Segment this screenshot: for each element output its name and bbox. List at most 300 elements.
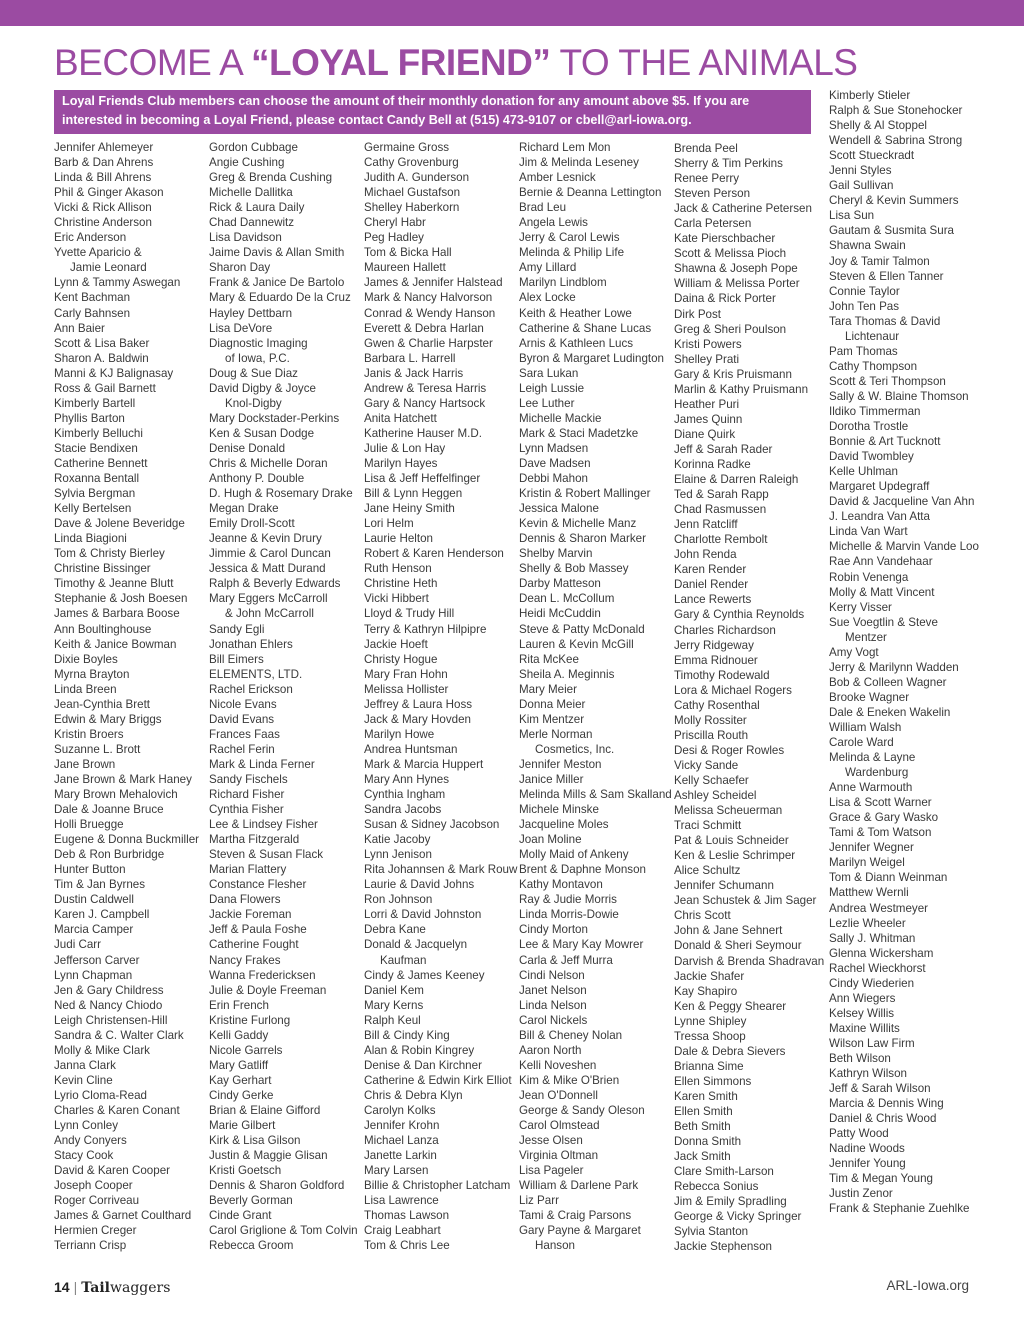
donor-name: Mary Larsen [364,1164,429,1178]
donor-name: Marilyn Hayes [364,456,438,470]
donor-name: Ashley Scheidel [674,789,757,803]
donor-name: Mary Ann Hynes [364,772,450,786]
donor-name: Lorri & David Johnston [364,908,482,922]
magazine-name-rest: waggers [110,1280,171,1296]
donor-name: Lee & Lindsey Fisher [209,818,318,832]
donor-name: Kay Gerhart [209,1073,272,1087]
donor-name: Janis & Jack Harris [364,366,464,380]
donor-name: Sandra Jacobs [364,803,442,817]
donor-name: Mark & Staci Madetzke [519,426,639,440]
donor-name: Brenda Peel [674,142,738,155]
donor-name: Phyllis Barton [54,411,125,425]
donor-name: Beverly Gorman [209,1194,293,1208]
donor-name: Scott & Melissa Pioch [674,247,787,261]
donor-name: Lora & Michael Rogers [674,683,792,697]
donor-name: Lisa Sun [829,209,875,223]
donor-name: Dorotha Trostle [829,420,909,434]
donor-name: Lichtenaur [845,329,900,343]
donor-name: Beth Smith [674,1120,731,1134]
donor-name: Terriann Crisp [54,1239,127,1253]
donor-column-6 [829,88,979,1217]
donor-name: Roxanna Bentall [54,472,140,486]
donor-name: Jerry & Carol Lewis [519,231,620,245]
donor-name: Jessica Malone [519,502,599,516]
donor-name: Jennifer Young [829,1157,906,1171]
donor-name: Dale & Eneken Wakelin [829,705,951,719]
donor-name: Jeff & Sarah Rader [674,442,773,456]
donor-name: Karen Smith [674,1089,738,1103]
donor-name: Jeanne & Kevin Drury [209,532,322,546]
donor-name: Frank & Stephanie Zuehlke [829,1202,970,1216]
donor-name: Diagnostic Imaging [209,336,308,350]
donor-name: Carol Olmstead [519,1119,600,1133]
footer-separator: | [73,1279,78,1295]
donor-name: Jimmie & Carol Duncan [209,547,331,561]
donor-name: Heidi McCuddin [519,607,601,621]
donor-name: Brad Leu [519,201,567,215]
donor-name: Sharon Day [209,261,271,275]
donor-name: Cathy Thompson [829,359,918,373]
donor-name: Kaufman [380,953,427,967]
donor-name: Bill & Cindy King [364,1028,450,1042]
donor-name: Amber Lesnick [519,171,596,185]
donor-name: Lee & Mary Kay Mowrer [519,938,644,952]
donor-name: Ted & Sarah Rapp [674,488,769,502]
donor-name: Cindy Gerke [209,1088,274,1102]
donor-name: Melissa Hollister [364,682,449,696]
donor-name: Chad Dannewitz [209,216,295,230]
donor-name: Rick & Laura Daily [209,201,305,215]
donor-name: Kristine Furlong [209,1013,291,1027]
donor-name: Diane Quirk [674,427,736,441]
donor-name: Lynn & Tammy Aswegan [54,276,181,290]
donor-name: Marilyn Lindblom [519,276,607,290]
donor-name: Sally J. Whitman [829,931,916,945]
donor-name: Steve & Patty McDonald [519,622,645,636]
donor-name: Chris & Debra Klyn [364,1088,463,1102]
donor-name: Bill & Cheney Nolan [519,1028,623,1042]
donor-name: Stacie Bendixen [54,441,138,455]
donor-name: Tom & Chris Lee [364,1239,450,1253]
donor-name: James & Jennifer Halstead [364,276,503,290]
donor-name: Lisa DeVore [209,321,273,335]
donor-name: Jackie Stephenson [674,1240,772,1254]
donor-name: Lisa & Jeff Heffelfinger [364,472,481,486]
donor-name: Ken & Susan Dodge [209,426,315,440]
donor-name: Aaron North [519,1043,582,1057]
donor-name: Jim & Emily Spradling [674,1195,787,1209]
donor-name: Robin Venenga [829,570,909,584]
intro-line-2: interested in becoming a Loyal Friend, please contact Candy Bell at (515) 473-9107 or cbell@arl-iowa.org. [62,113,692,127]
donor-name: Lisa Pageler [519,1164,584,1178]
donor-name: Ildiko Timmerman [829,404,921,418]
donor-name: Nicole Garrels [209,1043,283,1057]
donor-name: Marilyn Howe [364,727,435,741]
donor-name: Ron Johnson [364,893,433,907]
donor-name: Erin French [209,998,269,1012]
donor-name: Ann Boultinghouse [54,622,152,636]
donor-name: Jeffrey & Laura Hoss [364,697,473,711]
donor-name: & John McCarroll [225,607,314,621]
donor-name: Renee Perry [674,172,740,186]
donor-name: Linda Nelson [519,998,587,1012]
donor-name: Angela Lewis [519,216,588,230]
donor-name: Mark & Linda Ferner [209,757,315,771]
donor-name: Tami & Tom Watson [829,826,932,840]
donor-name: Janice Miller [519,772,584,786]
donor-name: David Evans [209,712,275,726]
donor-name: Rebecca Groom [209,1239,294,1253]
donor-name: Melinda & Philip Life [519,246,625,260]
headline-part-1: BECOME A [54,42,252,83]
donor-name: Nadine Woods [829,1142,905,1156]
donor-name: Tom & Diann Weinman [829,871,948,885]
donor-name: Michelle Dallitka [209,186,293,200]
donor-name: Sandy Egli [209,622,265,636]
donor-name: Rita McKee [519,652,579,666]
donor-name: Daniel & Chris Wood [829,1112,937,1126]
donor-name: Phil & Ginger Akason [54,186,164,200]
headline-part-3: TO THE ANIMALS [550,42,858,83]
donor-name: Lloyd & Trudy Hill [364,607,455,621]
donor-name: Dale & Joanne Bruce [54,803,164,817]
donor-name: Kelly Bertelsen [54,502,132,516]
donor-name: Bob & Colleen Wagner [829,675,947,689]
donor-name: Melinda Mills & Sam Skalland [519,788,672,802]
donor-name: Karen J. Campbell [54,908,150,922]
donor-name: Melinda & Layne [829,751,916,765]
donor-name: Lynn Jenison [364,848,432,862]
donor-name: Gordon Cubbage [209,141,298,154]
donor-name: Tressa Shoop [674,1029,746,1043]
donor-name: Kristin & Robert Mallinger [519,487,651,501]
donor-name: Kevin & Michelle Manz [519,517,637,531]
donor-name: Hunter Button [54,863,126,877]
donor-name: Lee Luther [519,396,575,410]
donor-name: Catherine & Edwin Kirk Elliot [364,1073,512,1087]
donor-name: Jennifer Meston [519,757,602,771]
donor-name: Judith A. Gunderson [364,171,470,185]
donor-name: Kate Pierschbacher [674,232,776,246]
donor-name: Carole Ward [829,736,894,750]
donor-name: Katherine Hauser M.D. [364,426,482,440]
donor-name: Vicki & Rick Allison [54,201,152,215]
donor-name: William & Darlene Park [519,1179,639,1193]
donor-name: Dirk Post [674,307,722,321]
intro-line-1: Loyal Friends Club members can choose the amount of their monthly donation for any amount above $5. If you are [62,94,750,108]
donor-name: Rita Johannsen & Mark Rouw [364,863,518,877]
donor-name: Joseph Cooper [54,1179,133,1193]
donor-name: Brianna Sime [674,1059,744,1073]
donor-name: Suzanne L. Brott [54,742,141,756]
donor-name: Jeff & Sarah Wilson [829,1082,931,1096]
donor-name: Kent Bachman [54,291,131,305]
donor-name: Everett & Debra Harlan [364,321,484,335]
donor-name: Carol Nickels [519,1013,588,1027]
donor-name: Marcia & Dennis Wing [829,1097,944,1111]
donor-name: David Digby & Joyce [209,381,316,395]
donor-name: Donna Smith [674,1135,742,1149]
donor-name: Jack & Mary Hovden [364,712,471,726]
donor-name: Janna Clark [54,1058,116,1072]
donor-name: Jackie Foreman [209,908,292,922]
donor-name: Jack Smith [674,1150,731,1164]
donor-name: Jennifer Ahlemeyer [54,141,154,154]
donor-name: Eric Anderson [54,231,127,245]
donor-name: Andrea Huntsman [364,742,458,756]
donor-name: Pat & Louis Schneider [674,834,789,848]
donor-name: Mary & Eduardo De la Cruz [209,291,351,305]
top-accent-bar [0,0,1024,26]
donor-name: Ralph & Beverly Edwards [209,577,341,591]
donor-name: Lynne Shipley [674,1014,747,1028]
donor-name: George & Sandy Oleson [519,1104,645,1117]
donor-name: Mary Fran Hohn [364,667,448,681]
donor-name: Barb & Dan Ahrens [54,156,154,170]
donor-name: Cinde Grant [209,1209,272,1223]
donor-name: Vicky Sande [674,758,739,772]
donor-name: Charlotte Rembolt [674,533,768,547]
donor-name: Jack & Catherine Petersen [674,202,812,216]
donor-name: Jeff & Paula Foshe [209,923,307,937]
donor-name: Shelley Haberkorn [364,201,460,215]
donor-name: Kelle Uhlman [829,465,898,479]
donor-name: Donna Meier [519,697,586,711]
donor-name: Donald & Sheri Seymour [674,939,802,953]
donor-name: Jane Heiny Smith [364,502,455,516]
donor-name: Andy Conyers [54,1134,127,1148]
donor-name: Craig Leabhart [364,1224,441,1238]
donor-name: Lori Helm [364,517,414,531]
donor-name: Gautam & Susmita Sura [829,224,955,238]
donor-name: Carla Petersen [674,217,752,231]
donor-name: Robert & Karen Henderson [364,547,504,561]
donor-name: Joan Moline [519,833,582,847]
donor-name: Jaime Davis & Allan Smith [209,246,345,260]
donor-name: Joy & Tamir Talmon [829,254,930,268]
page-headline [54,38,974,88]
donor-name: Traci Schmitt [674,819,742,833]
donor-name: Brent & Daphne Monson [519,863,646,877]
donor-name: Vicki Hibbert [364,592,429,606]
donor-name: Melissa Scheuerman [674,804,783,818]
donor-name: Peg Hadley [364,231,424,245]
donor-name: Sheila A. Meginnis [519,667,615,681]
donor-name: Gwen & Charlie Harpster [364,336,493,350]
donor-name: Charles Richardson [674,623,776,637]
donor-column-3 [364,140,517,1253]
donor-name: Molly Rossiter [674,713,747,727]
donor-name: Kelli Noveshen [519,1058,597,1072]
donor-name: Andrew & Teresa Harris [364,381,487,395]
donor-name: Laurie Helton [364,532,433,546]
donor-name: Mentzer [845,630,887,644]
donor-name: Cindy Morton [519,923,588,937]
donor-name: Jean Schustek & Jim Sager [674,894,817,908]
donor-name: Korinna Radke [674,457,751,471]
donor-name: Manni & KJ Balignasay [54,366,174,380]
donor-name: Alex Locke [519,291,576,305]
donor-name: Kimberly Belluchi [54,426,143,440]
donor-name: Jane Brown [54,757,116,771]
donor-name: Edwin & Mary Briggs [54,712,162,726]
donor-name: Sharon A. Baldwin [54,351,149,365]
donor-name: Ruth Henson [364,562,432,576]
donor-name: Nicole Evans [209,697,277,711]
donor-name: Jennifer Wegner [829,841,914,855]
donor-name: Desi & Roger Rowles [674,743,785,757]
donor-name: Bill & Lynn Heggen [364,487,463,501]
donor-name: James Quinn [674,412,743,426]
donor-name: Mary Gatliff [209,1058,269,1072]
donor-name: Mark & Marcia Huppert [364,757,484,771]
donor-name: Grace & Gary Wasko [829,811,939,825]
donor-name: Ann Baier [54,321,105,335]
donor-name: George & Vicky Springer [674,1210,802,1224]
donor-name: J. Leandra Van Atta [829,510,930,524]
donor-name: Debbi Mahon [519,472,588,486]
donor-name: Lisa Lawrence [364,1194,439,1208]
donor-name: ELEMENTS, LTD. [209,667,303,681]
donor-column-2 [209,140,358,1253]
donor-name: Kirk & Lisa Gilson [209,1134,301,1148]
donor-name: Catherine Bennett [54,456,148,470]
donor-name: Kathryn Wilson [829,1067,907,1081]
donor-name: of Iowa, P.C. [225,351,290,365]
donor-name: John Ten Pas [829,299,900,313]
magazine-name-bold: Tail [81,1280,111,1296]
donor-name: Jamie Leonard [70,261,147,275]
donor-name: Frank & Janice De Bartolo [209,276,345,290]
donor-name: Wendell & Sabrina Strong [829,134,963,148]
donor-name: Sylvia Stanton [674,1225,749,1239]
donor-name: Frances Faas [209,727,280,741]
donor-name: Denise Donald [209,441,286,455]
donor-name: Amy Vogt [829,645,879,659]
donor-name: Denise & Dan Kirchner [364,1058,482,1072]
donor-name: Gary & Cynthia Reynolds [674,608,805,622]
donor-name: Cindy Wiederien [829,976,915,990]
donor-name: Darby Matteson [519,577,601,591]
donor-name: David & Karen Cooper [54,1164,170,1178]
donor-name: Justin Zenor [829,1187,893,1201]
donor-name: Holli Bruegge [54,818,124,832]
donor-name: Carly Bahnsen [54,306,131,320]
page-number: 14 [54,1279,70,1295]
donor-name: William Walsh [829,720,902,734]
donor-name: Kathy Montavon [519,878,603,892]
donor-name: Maureen Hallett [364,261,446,275]
donor-name: Linda Biagioni [54,532,127,546]
donor-name: Sandy Fischels [209,772,288,786]
donor-name: Carla & Jeff Murra [519,953,613,967]
donor-name: William & Melissa Porter [674,277,800,291]
donor-name: Dennis & Sharon Marker [519,532,646,546]
donor-name: Roger Corriveau [54,1194,140,1208]
donor-name: Linda Breen [54,682,117,696]
donor-name: Gail Sullivan [829,179,894,193]
donor-name: Lynn Madsen [519,441,589,455]
donor-name: Dustin Caldwell [54,893,134,907]
donor-name: Scott Stueckradt [829,149,915,163]
donor-name: Steven & Ellen Tanner [829,269,944,283]
donor-name: Janette Larkin [364,1149,437,1163]
donor-name: Constance Flesher [209,878,307,892]
donor-name: Lezlie Wheeler [829,916,906,930]
donor-name: Stephanie & Josh Boesen [54,592,188,606]
donor-name: Tim & Jan Byrnes [54,878,146,892]
donor-name: Tom & Bicka Hall [364,246,452,260]
donor-name: Kelli Gaddy [209,1028,269,1042]
donor-name: Laurie & David Johns [364,878,475,892]
donor-name: David & Jacqueline Van Ahn [829,495,975,509]
donor-name: Catherine & Shane Lucas [519,321,652,335]
donor-name: Kelsey Willis [829,1006,895,1020]
donor-name: Andrea Westmeyer [829,901,929,915]
donor-name: Chris & Michelle Doran [209,456,328,470]
donor-name: James & Garnet Coulthard [54,1209,192,1223]
donor-name: Kimberly Bartell [54,396,136,410]
donor-name: Brooke Wagner [829,690,910,704]
donor-name: Leigh Christensen-Hill [54,1013,168,1027]
donor-name: Anthony P. Double [209,472,305,486]
donor-name: Timothy & Jeanne Blutt [54,577,174,591]
donor-name: Daniel Render [674,578,749,592]
donor-name: Steven Person [674,187,751,201]
donor-name: Arnis & Kathleen Lucs [519,336,634,350]
donor-name: Hanson [535,1239,575,1253]
donor-name: Elaine & Darren Raleigh [674,473,799,487]
donor-name: Anne Warmouth [829,781,913,795]
donor-name: Doug & Sue Diaz [209,366,298,380]
donor-name: Billie & Christopher Latcham [364,1179,511,1193]
donor-name: Darvish & Brenda Shadravan [674,954,825,968]
donor-name: Dana Flowers [209,893,281,907]
donor-name: Ellen Smith [674,1105,733,1118]
donor-name: Julie & Doyle Freeman [209,983,327,997]
donor-name: Martha Fitzgerald [209,833,300,847]
donor-name: Sandra & C. Walter Clark [54,1028,184,1042]
donor-name: Tami & Craig Parsons [519,1209,632,1223]
donor-name: Linda Van Wart [829,525,908,539]
donor-name: Sherry & Tim Perkins [674,157,783,171]
donor-name: Chris Scott [674,909,731,923]
donor-name: Wardenburg [845,766,909,780]
donor-name: Shelley Prati [674,352,740,366]
donor-name: Linda Morris-Dowie [519,908,619,922]
donor-name: Keith & Heather Lowe [519,306,632,320]
donor-name: Scott & Teri Thompson [829,374,946,388]
donor-name: Cynthia Ingham [364,788,446,802]
donor-name: Priscilla Routh [674,728,749,742]
donor-name: Jessica & Matt Durand [209,562,326,576]
donor-name: Greg & Brenda Cushing [209,171,333,185]
donor-name: Ross & Gail Barnett [54,381,156,395]
donor-name: Mary Meier [519,682,577,696]
donor-name: Maxine Willits [829,1021,900,1035]
donor-name: Jerry & Marilynn Wadden [829,660,959,674]
donor-name: Ralph & Sue Stonehocker [829,104,963,118]
donor-name: Mary Kerns [364,998,424,1012]
donor-name: Tom & Christy Bierley [54,547,165,561]
donor-name: Christine Bissinger [54,562,151,576]
donor-name: Emily Droll-Scott [209,517,295,531]
donor-name: Steven & Susan Flack [209,848,324,862]
donor-name: Charles & Karen Conant [54,1104,180,1117]
donor-name: Greg & Sheri Poulson [674,322,787,336]
donor-name: Molly & Matt Vincent [829,585,935,599]
intro-banner [54,90,811,134]
